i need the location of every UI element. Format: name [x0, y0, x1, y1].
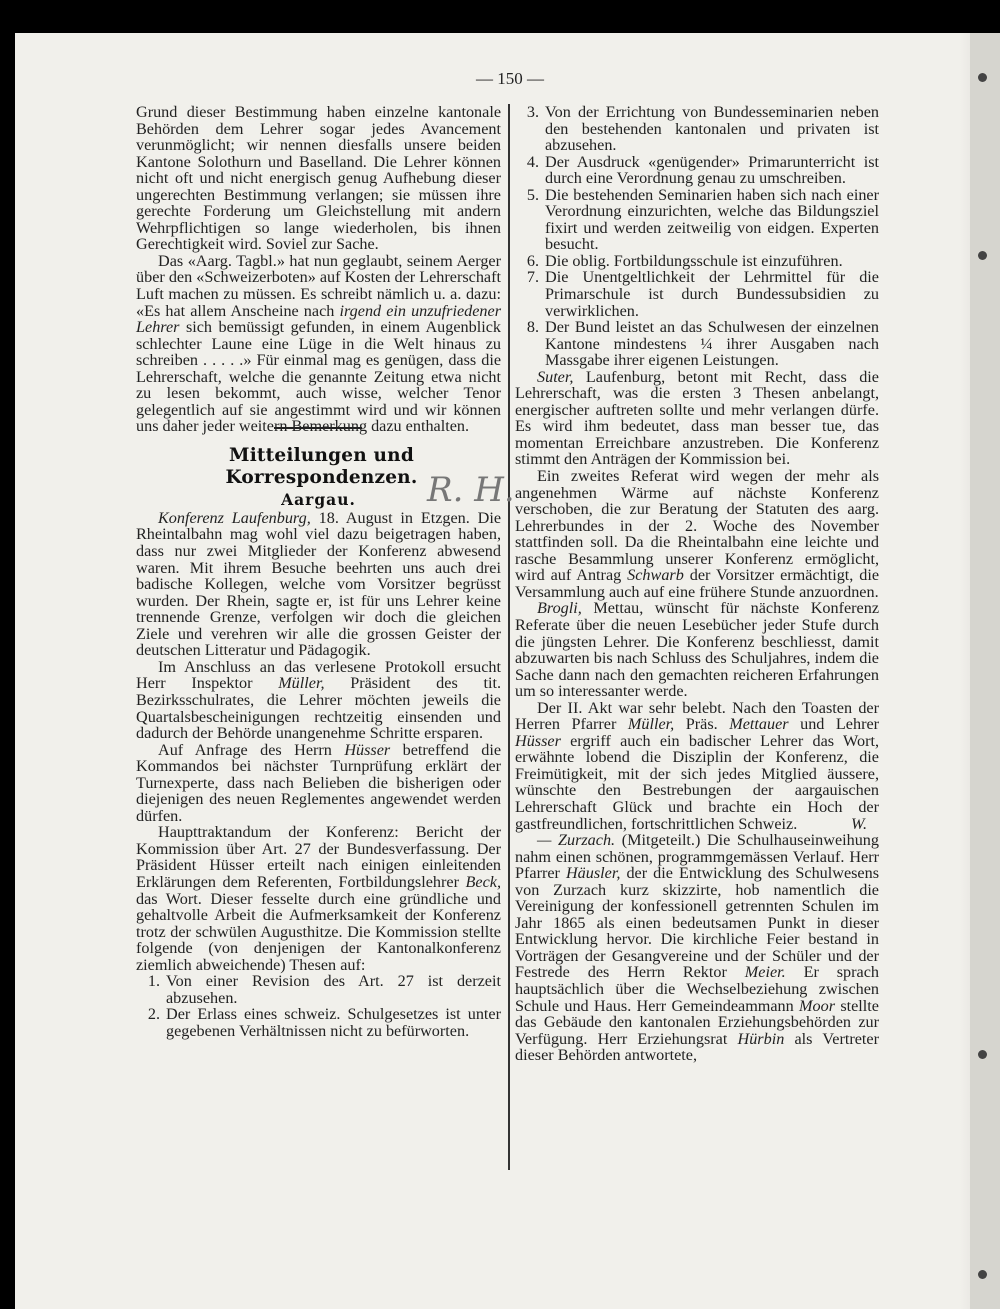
- thesis-item: 6. Die oblig. Fortbildungsschule ist einzuführen.: [526, 251, 843, 270]
- paragraph: Konferenz Laufenburg, 18. August in Etzgen. Die Rheintalbahn mag wohl viel dazu beigetragen haben, dass nur zwei Mitglieder der Konferenz abwesend waren. Mit ihrem Besuche beehrten uns auch drei badische Kollegen, welche vom Vorsitzer begrüsst wurden. Der Rhein, sagte er, ist für uns Lehrer keine trennende Grenze, verfolgen wir doch die gleichen Ziele und verehren wir alle die grossen Geister der deutschen Litteratur und Pädagogik.: [136, 508, 502, 660]
- thesis-item: 7. Die Unentgeltlichkeit der Lehrmittel für die Primarschule ist durch Bundessubsidien zu verwirklichen.: [526, 268, 879, 320]
- thesis-item: 5. Die bestehenden Seminarien haben sich nach einer Verordnung einzurichten, welche das Bildungsziel fixirt und werden zeitweilig von eidgen. Experten besucht.: [526, 185, 879, 254]
- binding-hole-icon: [978, 251, 987, 260]
- binding-hole-icon: [978, 73, 987, 82]
- adjacent-page-edge: [970, 33, 1000, 1309]
- page-number: — 150 —: [476, 69, 544, 88]
- right-column: [515, 104, 879, 1064]
- paragraph: Auf Anfrage des Herrn Hüsser betreffend die Kommandos bei nächster Turnprüfung erklärt der Turnexperte, dass nach Belieben die bisherigen oder diejenigen des neuen Reglementes angewendet werden dürfen.: [136, 740, 502, 825]
- binding-hole-icon: [978, 1050, 987, 1059]
- binding-hole-icon: [978, 1270, 987, 1279]
- section-subheading: Aargau.: [281, 489, 356, 509]
- section-heading: Mitteilungen und Korrespondenzen.: [225, 444, 418, 488]
- paragraph: Suter, Laufenburg, betont mit Recht, dass die Lehrerschaft, was die ersten 3 Thesen anbelangt, energischer auftreten sollte und mehr verlangen dürfe. Es wird ihm bedeutet, dass man besser tue, das momentan Erreichbare anzustreben. Die Konferenz stimmt den Anträgen der Kommission bei.: [515, 367, 879, 469]
- author-initial: W.: [850, 814, 867, 833]
- paragraph: Das «Aarg. Tagbl.» hat nun geglaubt, seinem Aerger über den «Schweizerboten» auf Kosten der Lehrerschaft Luft machen zu müssen. Es schreibt nämlich u. a. dazu: «Es hat allem Anscheine nach irgend ein unzufriedener Lehrer sich bemüssigt gefunden, in einem Augenblick schlechter Laune eine Lüge in die Welt hinaus zu schreiben . . . . .» Für einmal mag es genügen, dass die Lehrerschaft, welche die genannte Zeitung etwa nicht zu lesen bekommt, auch wisse, welcher Tenor gelegentlich auf sie angestimmt wird und wir können uns daher jeder weitern Bemerkung dazu enthalten.: [136, 251, 502, 436]
- paragraph: — Zurzach. (Mitgeteilt.) Die Schulhauseinweihung nahm einen schönen, programmgemässen Verlauf. Herr Pfarrer Häusler, der die Entwicklung des Schulwesens von Zurzach kurz skizzirte, hob namentlich die Vereinigung der konfessionell getrennten Schulen im Jahr 1865 als einen bedeutsamen Punkt in dieser Entwicklung hervor. Die kirchliche Feier bestand in Vorträgen der Gesangvereine und der Schüler und der Festrede des Herrn Rektor Meier. Er sprach hauptsächlich über die Wechselbeziehung zwischen Schule und Haus. Herr Gemeindeammann Moor stellte das Gebäude den kantonalen Erziehungsbehörden zur Verfügung. Herr Erziehungsrat Hürbin als Vertreter dieser Behörden antwortete,: [515, 831, 880, 1065]
- thesis-item: 3. Von der Errichtung von Bundesseminarien neben den bestehenden kantonalen und privaten ist abzusehen.: [526, 103, 879, 155]
- thesis-item: 8. Der Bund leistet an das Schulwesen der einzelnen Kantone mindestens ¼ ihrer Ausgaben nach Massgabe ihrer eigenen Leistungen.: [526, 318, 879, 370]
- column-divider: [508, 104, 510, 1170]
- paragraph: Ein zweites Referat wird wegen der mehr als angenehmen Wärme auf nächste Konferenz verschoben, die zur Beratung der Statuten des aarg. Lehrerbundes in der 2. Woche des November stattfinden soll. Da die Rheintalbahn eine leichte und rasche Besammlung unserer Konferenz ermöglicht, wird auf Antrag Schwarb der Vorsitzer ermächtigt, die Versammlung auch auf eine frühere Stunde anzuordnen.: [515, 467, 880, 601]
- thesis-item: 4. Der Ausdruck «genügender» Primarunterricht ist durch eine Verordnung genau zu umschreiben.: [526, 152, 879, 188]
- paragraph: Im Anschluss an das verlesene Protokoll ersucht Herr Inspektor Müller, Präsident des tit. Bezirksschulrates, die Lehrer möchten jeweils die Quartalsbescheinigungen rechtzeitig einsenden und dadurch der Behörde unangenehme Schritte ersparen.: [136, 657, 501, 743]
- paragraph: Der II. Akt war sehr belebt. Nach den Toasten der Herren Pfarrer Müller, Präs. Mettauer und Lehrer Hüsser ergriff auch ein badischer Lehrer das Wort, erwähnte lobend die Disziplin der Konferenz, die Freimütigkeit, mit der sich jedes Mitglied äussere, wünschte den Bestrebungen der aargauischen Lehrerschaft Glück und brachte ein Hoch der gastfreundlichen, fortschrittlichen Schweiz.: [515, 698, 880, 833]
- paragraph: Brogli, Mettau, wünscht für nächste Konferenz Referate über die neuen Lesebücher jeder Stufe durch die jüngsten Lehrer. Die Konferenz beschliesst, damit abzuwarten bis nach Schluss des Schuljahres, indem die Sache dann nach den gemachten reicheren Erfahrungen um so interessanter werde.: [515, 599, 880, 701]
- thesis-item: 2. Der Erlass eines schweiz. Schulgesetzes ist unter gegebenen Verhältnissen nicht zu befürworten.: [147, 1005, 501, 1040]
- handwritten-signature: R. H.: [427, 470, 515, 510]
- paragraph: Grund dieser Bestimmung haben einzelne kantonale Behörden dem Lehrer sogar jedes Avancement verunmöglicht; wir nennen diesfalls unsere beiden Kantone Solothurn und Baselland. Die Lehrer können nicht oft und nicht energisch genug Aufhebung dieser ungerechten Bestimmung verlangen; sie müssen ihre gerechte Forderung um Gleichstellung mit andern Wehrpflichtigen so lange wiederholen, bis ihnen Gerechtigkeit wird. Soviel zur Sache.: [136, 103, 501, 254]
- thesis-item: 1. Von einer Revision des Art. 27 ist derzeit abzusehen.: [147, 972, 501, 1007]
- left-column: [136, 104, 501, 1039]
- paragraph: Haupttraktandum der Konferenz: Bericht der Kommission über Art. 27 der Bundesverfassung. Der Präsident Hüsser erteilt nach einigen einleitenden Erklärungen dem Referenten, Fortbildungslehrer Beck, das Wort. Dieser fesselte durch eine gründliche und gehaltvolle Arbeit die Aufmerksamkeit der Konferenz trotz der schwülen Augusthitze. Die Kommission stellte folgende (von denjenigen der Kantonalkonferenz ziemlich abweichende) Thesen auf:: [136, 823, 502, 974]
